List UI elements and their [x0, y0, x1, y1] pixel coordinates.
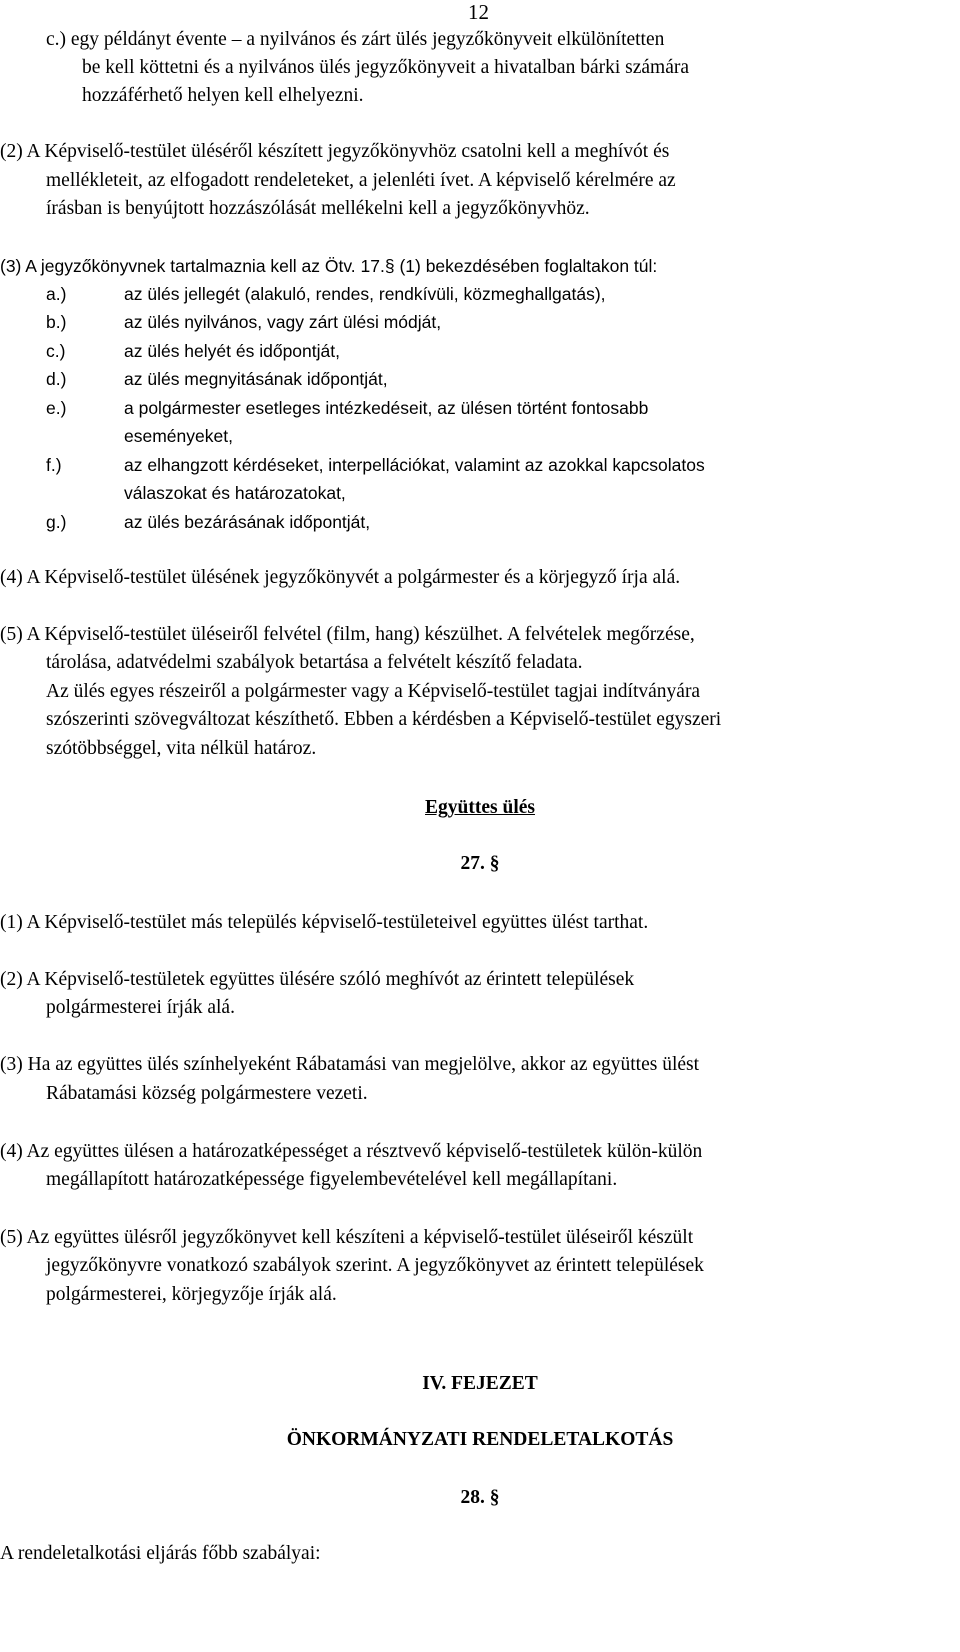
- c-block-line-1: c.) egy példányt évente – a nyilvános és zárt ülés jegyzőkönyveit elkülönítetten: [46, 29, 665, 50]
- paragraph-3-intro: (3) A jegyzőkönyvnek tartalmaznia kell az Ötv. 17.§ (1) bekezdésében foglaltakon túl:: [0, 256, 658, 276]
- paragraph-2-line-1: (2) A Képviselő-testület üléséről készített jegyzőkönyvhöz csatolni kell a meghívót és: [0, 141, 670, 162]
- s27-paragraph-5-line-1: (5) Az együttes ülésről jegyzőkönyvet kell készíteni a képviselő-testület üléseiről készült: [0, 1227, 694, 1248]
- s27-paragraph-4-line-1: (4) Az együttes ülésen a határozatképességet a résztvevő képviselő-testületek külön-külön: [0, 1141, 703, 1162]
- paragraph-5-line-3: Az ülés egyes részeiről a polgármester vagy a Képviselő-testület tagjai indítványára: [46, 681, 701, 702]
- paragraph-5-line-4: szószerinti szövegváltozat készíthető. Ebben a kérdésben a Képviselő-testület egyszeri: [46, 709, 722, 730]
- list-item-letter: b.): [46, 312, 67, 332]
- section-title: Együttes ülés: [425, 797, 535, 818]
- page-number: 12: [468, 0, 489, 24]
- list-item-text: az ülés helyét és időpontját,: [124, 341, 340, 361]
- s27-paragraph-1: (1) A Képviselő-testület más település képviselő-testületeivel együttes ülést tarthat.: [0, 912, 649, 933]
- list-item-text: a polgármester esetleges intézkedéseit, az ülésen történt fontosabb: [124, 398, 649, 418]
- s27-paragraph-2-line-2: polgármesterei írják alá.: [46, 997, 235, 1018]
- s27-paragraph-3-line-1: (3) Ha az együttes ülés színhelyeként Rábatamási van megjelölve, akkor az együttes ülést: [0, 1054, 700, 1075]
- paragraph-2-line-2: mellékleteit, az elfogadott rendeleteket, a jelenléti ívet. A képviselő kérelmére az: [46, 170, 676, 191]
- s27-paragraph-4-line-2: megállapított határozatképessége figyelembevételével kell megállapítani.: [46, 1169, 618, 1190]
- paragraph-2-line-3: írásban is benyújtott hozzászólását mellékelni kell a jegyzőkönyvhöz.: [46, 198, 590, 219]
- list-item-text: az ülés bezárásának időpontját,: [124, 512, 371, 532]
- s27-paragraph-5-line-3: polgármesterei, körjegyzője írják alá.: [46, 1284, 337, 1305]
- paragraph-4: (4) A Képviselő-testület ülésének jegyzőkönyvét a polgármester és a körjegyző írja alá.: [0, 567, 681, 588]
- list-item-letter: a.): [46, 284, 67, 304]
- list-item-letter: e.): [46, 398, 67, 418]
- list-item-text-continuation: eseményeket,: [124, 426, 233, 446]
- list-item-letter: f.): [46, 455, 62, 475]
- list-item-letter: d.): [46, 369, 67, 389]
- chapter-title: ÖNKORMÁNYZATI RENDELETALKOTÁS: [286, 1429, 674, 1450]
- chapter-heading: IV. FEJEZET: [422, 1373, 538, 1394]
- paragraph-5-line-2: tárolása, adatvédelmi szabályok betartása a felvételt készítő feladata.: [46, 652, 583, 673]
- final-line: A rendeletalkotási eljárás főbb szabályai:: [0, 1543, 321, 1564]
- s27-paragraph-3-line-2: Rábatamási község polgármestere vezeti.: [46, 1083, 368, 1104]
- list-item-letter: g.): [46, 512, 67, 532]
- section-number: 27. §: [460, 853, 500, 874]
- list-item-text: az ülés megnyitásának időpontját,: [124, 369, 388, 389]
- list-item-text: az elhangzott kérdéseket, interpellációkat, valamint az azokkal kapcsolatos: [124, 455, 705, 475]
- section-28-number: 28. §: [460, 1487, 500, 1508]
- list-item-text-continuation: válaszokat és határozatokat,: [124, 483, 346, 503]
- paragraph-5-line-5: szótöbbséggel, vita nélkül határoz.: [46, 738, 317, 759]
- s27-paragraph-5-line-2: jegyzőkönyvre vonatkozó szabályok szerint. A jegyzőkönyvet az érintett települések: [46, 1255, 704, 1276]
- paragraph-5-line-1: (5) A Képviselő-testület üléseiről felvétel (film, hang) készülhet. A felvételek megőrzése,: [0, 624, 695, 645]
- list-item-letter: c.): [46, 341, 66, 361]
- c-block-line-3: hozzáférhető helyen kell elhelyezni.: [82, 85, 364, 106]
- list-item-text: az ülés jellegét (alakuló, rendes, rendkívüli, közmeghallgatás),: [124, 284, 606, 304]
- s27-paragraph-2-line-1: (2) A Képviselő-testületek együttes ülésére szóló meghívót az érintett települések: [0, 969, 635, 990]
- c-block-line-2: be kell köttetni és a nyilvános ülés jegyzőkönyveit a hivatalban bárki számára: [82, 57, 690, 78]
- list-item-text: az ülés nyilvános, vagy zárt ülési módját,: [124, 312, 442, 332]
